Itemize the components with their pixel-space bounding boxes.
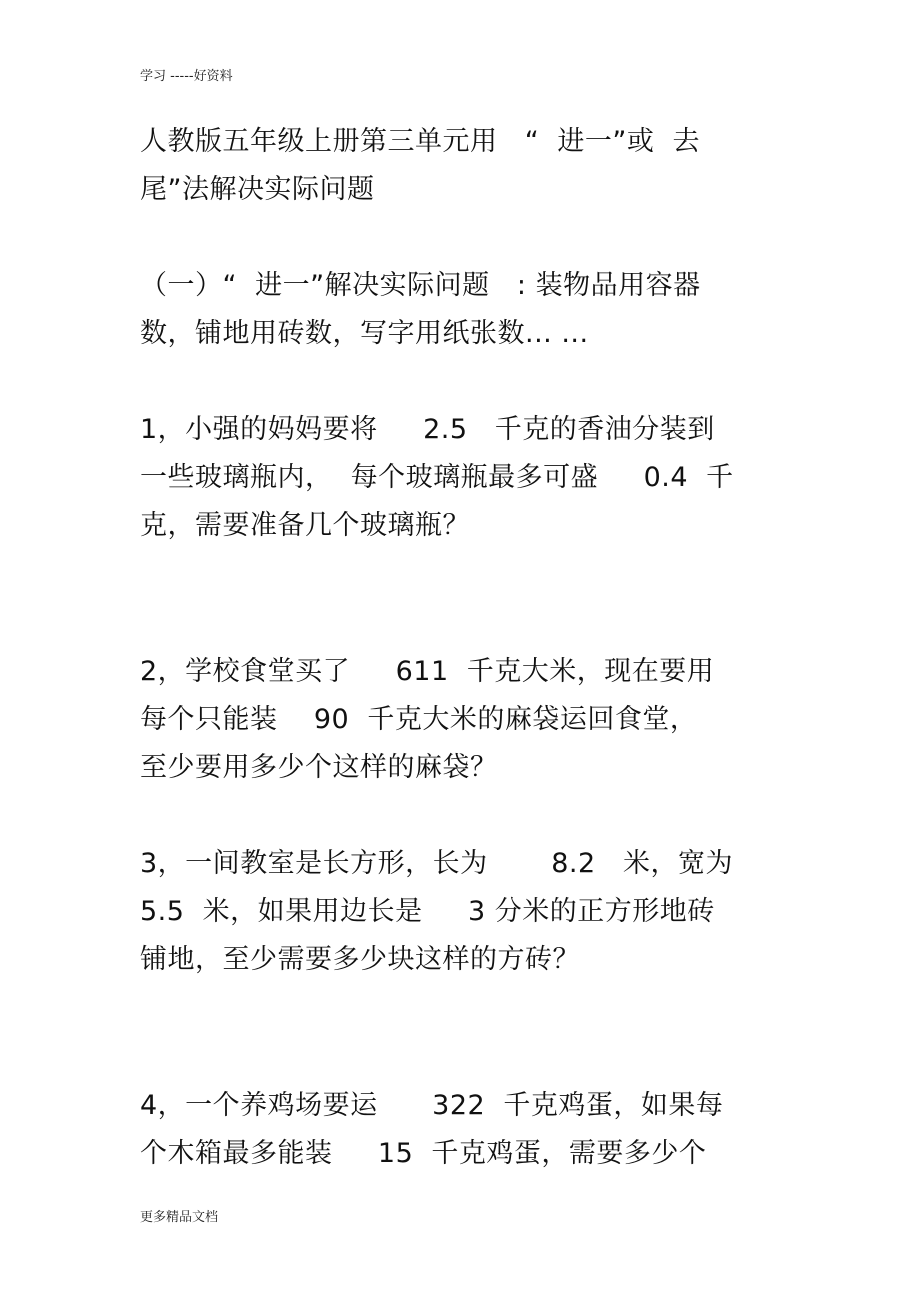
question-line: 铺地，至少需要多少块这样的方砖？: [140, 944, 580, 975]
question-line: 2，学校食堂买了 611 千克大米，现在要用: [140, 656, 715, 687]
title-line: 尾”法解决实际问题: [140, 174, 375, 205]
header-note: 学习 -----好资料: [140, 69, 233, 84]
question-line: 每个只能装 90 千克大米的麻袋运回食堂，: [140, 704, 698, 735]
question-line: 克，需要准备几个玻璃瓶？: [140, 510, 470, 541]
question-line: 4，一个养鸡场要运 322 千克鸡蛋，如果每: [140, 1090, 724, 1121]
question-line: 一些玻璃瓶内， 每个玻璃瓶最多可盛 0.4 千: [140, 462, 734, 493]
section-heading: [140, 262, 790, 358]
section-line: （一）“ 进一”解决实际问题 : 装物品用容器: [140, 270, 701, 301]
question-4: [140, 1082, 790, 1178]
question-1: [140, 406, 790, 550]
question-line: 个木箱最多能装 15 千克鸡蛋，需要多少个: [140, 1138, 707, 1169]
question-line: 至少要用多少个这样的麻袋？: [140, 752, 498, 783]
question-line: 1，小强的妈妈要将 2.5 千克的香油分装到: [140, 414, 715, 445]
footer-note: 更多精品文档: [140, 1210, 219, 1225]
document-title: [140, 118, 790, 214]
question-line: 5.5 米，如果用边长是 3 分米的正方形地砖: [140, 896, 715, 927]
question-line: 3，一间教室是长方形，长为 8.2 米，宽为: [140, 848, 733, 879]
question-3: [140, 840, 790, 984]
question-2: [140, 648, 790, 792]
title-line: 人教版五年级上册第三单元用 “ 进一”或 去: [140, 126, 701, 157]
section-line: 数，铺地用砖数，写字用纸张数... ...: [140, 318, 589, 349]
